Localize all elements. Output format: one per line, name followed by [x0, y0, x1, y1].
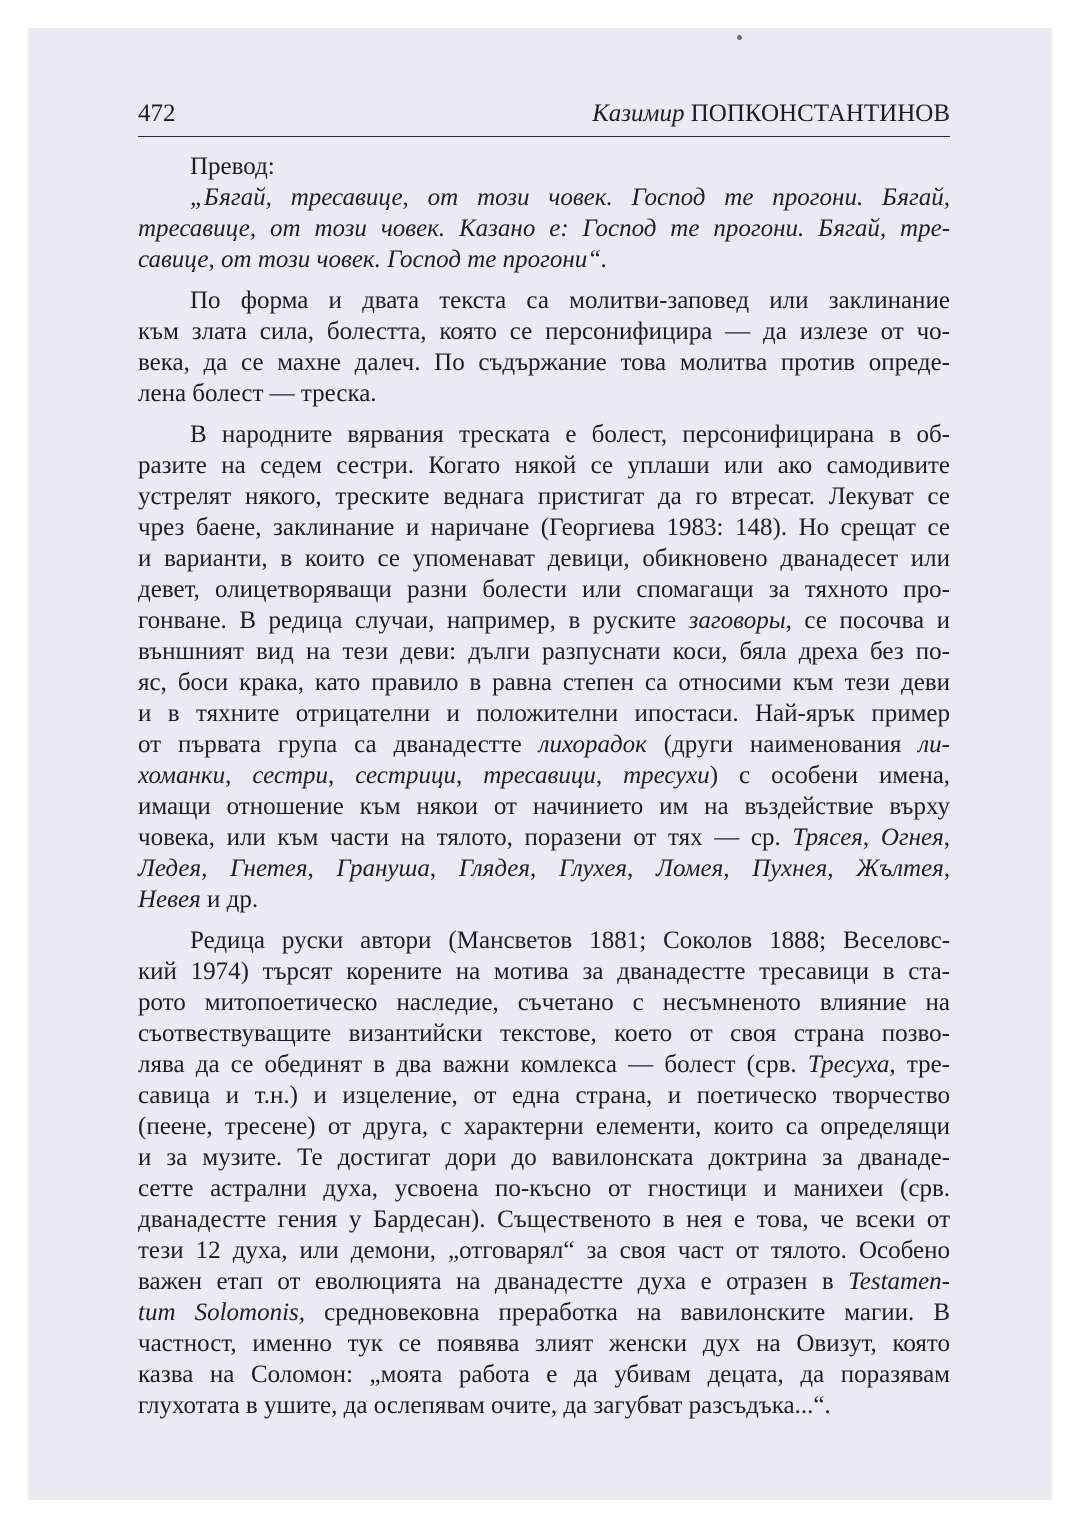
- text-line: кий 1974) търсят корените на мотива за дванадестте тресавици в ста-: [138, 958, 950, 985]
- text-run: , се посочва и: [785, 607, 950, 634]
- paragraph-2: [138, 419, 950, 915]
- italic-term: Жълтея: [856, 855, 944, 882]
- text-line: разите на седем сестри. Когато някой се уплаши или ако самодивите: [138, 452, 950, 479]
- italic-term: сестрици: [355, 762, 456, 789]
- text-line: [138, 1266, 950, 1297]
- text-run: ,: [328, 762, 356, 789]
- text-line: века, да се махне далеч. По съдържание това молитва против опреде-: [138, 349, 950, 376]
- text-line: Редица руски автори (Мансветов 1881; Соколов 1888; Веселовс-: [190, 927, 950, 954]
- text-line: глухотата в ушите, да ослепявам очите, да загубват разсъдъка...“.: [138, 1392, 831, 1419]
- text-line: [138, 182, 950, 213]
- author-first-name: Казимир: [592, 100, 685, 127]
- italic-term: Невея: [138, 886, 201, 913]
- text-line: и варианти, в които се упоменават девици, обикновено дванадесет или: [138, 545, 950, 572]
- italic-term: хоманки: [138, 762, 226, 789]
- text-run: (други наименования: [646, 731, 919, 758]
- text-run: ,: [530, 855, 559, 882]
- italic-text: тресавице, от този човек. Казано е: Господ те прогони. Бягай, тре-: [138, 215, 950, 242]
- text-run: средновековна преработка на вавилонските магии. В: [305, 1299, 951, 1326]
- text-line: [138, 213, 950, 244]
- italic-term: лихорадок: [538, 731, 647, 758]
- italic-term: тресухи: [623, 762, 710, 789]
- paragraph-3: [138, 925, 950, 1421]
- text-run: човека, или към части на тялото, поразени от тях — ср.: [138, 824, 793, 851]
- text-run: лява да се обединят в два важни комлекса — болест (срв.: [138, 1051, 808, 1078]
- italic-term: Пухнея: [752, 855, 828, 882]
- text-line: яс, боси крака, като правило в равна степен са относими към тези деви: [138, 669, 950, 696]
- text-run: ,: [455, 762, 484, 789]
- text-line: казва на Соломон: „моята работа е да убивам децата, да поразявам: [138, 1361, 950, 1388]
- text-run: гонване. В редица случаи, например, в руските: [138, 607, 689, 634]
- ink-dot: [737, 35, 742, 40]
- text-run: ,: [627, 855, 657, 882]
- italic-term: Огнея: [880, 824, 944, 851]
- text-run: важен етап от еволюцията на дванадестте духа е отразен в: [138, 1268, 849, 1295]
- text-run: ,: [723, 855, 753, 882]
- text-line: [138, 853, 950, 884]
- text-run: ,: [307, 855, 337, 882]
- text-line: савица и т.н.) и изцеление, от една страна, и поетическо творчество: [138, 1082, 950, 1109]
- text-run: , тре-: [889, 1051, 950, 1078]
- text-run: ,: [943, 824, 950, 851]
- text-run: ,: [201, 855, 231, 882]
- italic-term: Гнетея: [230, 855, 308, 882]
- text-run: ,: [225, 762, 253, 789]
- running-head-author: [592, 100, 950, 128]
- text-line: имащи отношение към някои от начинието им на въздействие върху: [138, 793, 950, 820]
- text-run: ) с особени имена,: [709, 762, 951, 789]
- italic-term: Testamen-: [848, 1268, 950, 1295]
- text-line: рото митопоетическо наследие, съчетано с несъмненото влияние на: [138, 989, 950, 1016]
- text-run: ,: [595, 762, 624, 789]
- translation-label: Превод:: [190, 153, 275, 180]
- text-line: девет, олицетворяващи разни болести или спомагащи за тяхното про-: [138, 576, 950, 603]
- text-line: частност, именно тук се появява злият женски дух на Овизут, която: [138, 1330, 950, 1357]
- text-run: и др.: [200, 886, 259, 913]
- text-line: [138, 605, 950, 636]
- page-number: 472: [138, 100, 176, 127]
- text-line: (пеене, тресене) от друга, с характерни елементи, които са определящи: [138, 1113, 950, 1140]
- body-text: [138, 151, 950, 1421]
- italic-term: Грануша: [336, 855, 430, 882]
- italic-term: Глухея: [559, 855, 628, 882]
- text-line: тези 12 духа, или демони, „отговарял“ за своя част от тялото. Особено: [138, 1237, 950, 1264]
- italic-term: Ломея: [656, 855, 724, 882]
- text-line: [138, 822, 950, 853]
- text-line: лена болест — треска.: [138, 380, 377, 407]
- text-line: [138, 1049, 950, 1080]
- text-line: [138, 244, 950, 275]
- text-line: и в тяхните отрицателни и положителни ипостаси. Най-ярък пример: [138, 700, 950, 727]
- text-line: [138, 729, 950, 760]
- text-line: съотвествуващите византийски текстове, което от своя страна позво-: [138, 1020, 950, 1047]
- author-surname: ПОПКОНСТАНТИНОВ: [690, 100, 950, 127]
- italic-term: заговоры: [688, 607, 786, 634]
- text-line: [138, 1297, 950, 1328]
- italic-term: Трясея: [792, 824, 863, 851]
- text-run: от първата група са дванадестте: [138, 731, 539, 758]
- text-run: ,: [429, 855, 459, 882]
- italic-term: ли-: [918, 731, 950, 758]
- italic-term: Глядея: [458, 855, 530, 882]
- text-line: [138, 884, 950, 915]
- text-line: и за музите. Те достигат дори до вавилонската доктрина за дванаде-: [138, 1144, 950, 1171]
- text-run: ,: [827, 855, 857, 882]
- text-line: В народните вярвания треската е болест, персонифицирана в об-: [190, 421, 950, 448]
- italic-text: савице, от този човек. Господ те прогони“.: [138, 246, 608, 273]
- running-head: [138, 92, 950, 137]
- text-line: към злата сила, болестта, която се персонифицира — да излезе от чо-: [138, 318, 950, 345]
- text-line: [138, 760, 950, 791]
- translation-block: [138, 151, 950, 275]
- italic-term: тресавици: [483, 762, 596, 789]
- text-line: външният вид на тези деви: дълги разпуснати коси, бяла дреха без по-: [138, 638, 950, 665]
- text-line: устрелят някого, треските веднага пристигат да го втресат. Лекуват се: [138, 483, 950, 510]
- italic-text: „Бягай, тресавице, от този човек. Господ те прогони. Бягай,: [190, 184, 950, 211]
- text-line: чрез баене, заклинание и наричане (Георгиева 1983: 148). Но срещат се: [138, 514, 950, 541]
- italic-term: Ледея: [138, 855, 202, 882]
- text-line: По форма и двата текста са молитви-заповед или заклинание: [190, 287, 950, 314]
- text-run: ,: [862, 824, 881, 851]
- italic-term: Тресуха: [807, 1051, 890, 1078]
- paragraph-1: [138, 285, 950, 409]
- text-run: ,: [943, 855, 951, 882]
- italic-term: сестри: [252, 762, 329, 789]
- text-line: дванадестте гения у Бардесан). Същественото в нея е това, че всеки от: [138, 1206, 950, 1233]
- book-page: [138, 92, 950, 1431]
- italic-term: tum Solomonis,: [138, 1299, 306, 1326]
- text-line: сетте астрални духа, усвоена по-късно от гностици и манихеи (срв.: [138, 1175, 950, 1202]
